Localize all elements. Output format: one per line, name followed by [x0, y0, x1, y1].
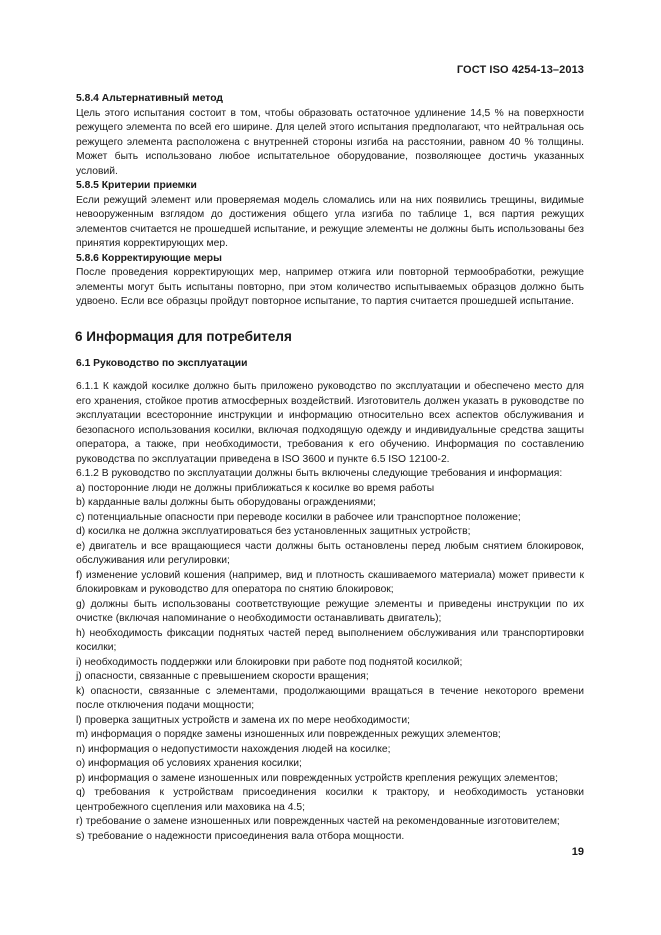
list-item: i) необходимость поддержки или блокировки при работе под поднятой косилкой; — [76, 656, 463, 668]
paragraph: После проведения корректирующих мер, например отжига или повторной термообработки, режущие элементы могут быть испытаны повторно, при этом количество испытываемых образцов должно быть удвоено. Если все образцы пройдут повторное испытание, то партия считается прошедшей испытание. — [76, 267, 584, 307]
paragraph: 6.1.2 В руководство по эксплуатации должны быть включены следующие требования и информация: — [76, 468, 563, 479]
list-item: e) двигатель и все вращающиеся части должны быть остановлены перед любым снятием блокировок, обслуживания или регулировки; — [76, 540, 584, 566]
list-item: o) информация об условиях хранения косилки; — [76, 758, 302, 769]
page-content — [76, 92, 584, 844]
list-item: d) косилка не должна эксплуатироваться без установленных защитных устройств; — [76, 526, 471, 537]
section-heading: 6 Информация для потребителя — [75, 328, 292, 344]
subsection-heading: 6.1 Руководство по эксплуатации — [76, 357, 248, 369]
list-item: s) требование о надежности присоединения вала отбора мощности. — [76, 830, 405, 842]
list-item: h) необходимость фиксации поднятых частей перед выполнением обслуживания или транспортировки косилки; — [76, 627, 584, 653]
list-item: m) информация о порядке замены изношенных или поврежденных режущих элементов; — [76, 729, 501, 740]
subsection-title: 5.8.6 Корректирующие меры — [76, 252, 222, 264]
list-item: f) изменение условий кошения (например, вид и плотность скашиваемого материала) может привести к блокировкам и руководство для оператора по снятию блокировок; — [76, 569, 584, 595]
list-item: r) требование о замене изношенных или поврежденных частей на рекомендованные изготовителем; — [76, 816, 560, 827]
paragraph: 6.1.1 К каждой косилке должно быть приложено руководство по эксплуатации и обеспечено место для его хранения, стойкое против атмосферных воздействий. Изготовитель должен указать в руководстве по эксплуатации всесторонние инструкции и информацию относительно всех аспектов обслуживания и безопасного использования косилки, включая подходящую одежду и индивидуальные средства защиты оператора, а также, при необходимости, требования к его обучению. Информация по составлению руководства по эксплуатации приведена в ISO 3600 и пункте 6.5 ISO 12100-2. — [76, 381, 584, 465]
list-item: g) должны быть использованы соответствующие режущие элементы и приведены инструкции по их очистке (включая напоминание о необходимости останавливать двигатель); — [76, 598, 584, 624]
list-item: b) карданные валы должны быть оборудованы ограждениями; — [76, 497, 376, 508]
list-item: j) опасности, связанные с превышением скорости вращения; — [76, 671, 369, 682]
paragraph: Если режущий элемент или проверяемая модель сломались или на них появились трещины, видимые невооруженным взглядом до достижения общего угла изгиба по таблице 1, вся партия режущих элементов считается не прошедшей испытание, и режущие элементы не должны быть использованы без принятия корректирующих мер. — [76, 194, 584, 249]
list-item: n) информация о недопустимости нахождения людей на косилке; — [76, 743, 391, 755]
list-item: q) требования к устройствам присоединения косилки к трактору, и необходимость установки центробежного сцепления или маховика на 4.5; — [76, 787, 584, 813]
subsection-title: 5.8.5 Критерии приемки — [76, 180, 197, 191]
document-header: ГОСТ ISO 4254-13–2013 — [456, 64, 584, 76]
page-number: 19 — [571, 846, 584, 858]
list-item: l) проверка защитных устройств и замена их по мере необходимости; — [76, 714, 410, 726]
list-item: p) информация о замене изношенных или поврежденных устройств крепления режущих элементов; — [76, 772, 559, 784]
paragraph: Цель этого испытания состоит в том, чтобы образовать остаточное удлинение 14,5 % на поверхности режущего элемента по всей его ширине. Для целей этого испытания предполагают, что нейтральная ось режущего элемента расположена с внутренней стороны изгиба на расстоянии, равном 40 % толщины. Может быть использовано любое испытательное оборудование, позволяющее достичь указанных условий. — [76, 107, 584, 177]
list-item: a) посторонние люди не должны приближаться к косилке во время работы — [76, 482, 435, 494]
list-item: k) опасности, связанные с элементами, продолжающими вращаться в течение некоторого времени после отключения подачи мощности; — [76, 685, 584, 711]
list-item: c) потенциальные опасности при переводе косилки в рабочее или транспортное положение; — [76, 511, 521, 523]
subsection-title: 5.8.4 Альтернативный метод — [76, 93, 223, 104]
